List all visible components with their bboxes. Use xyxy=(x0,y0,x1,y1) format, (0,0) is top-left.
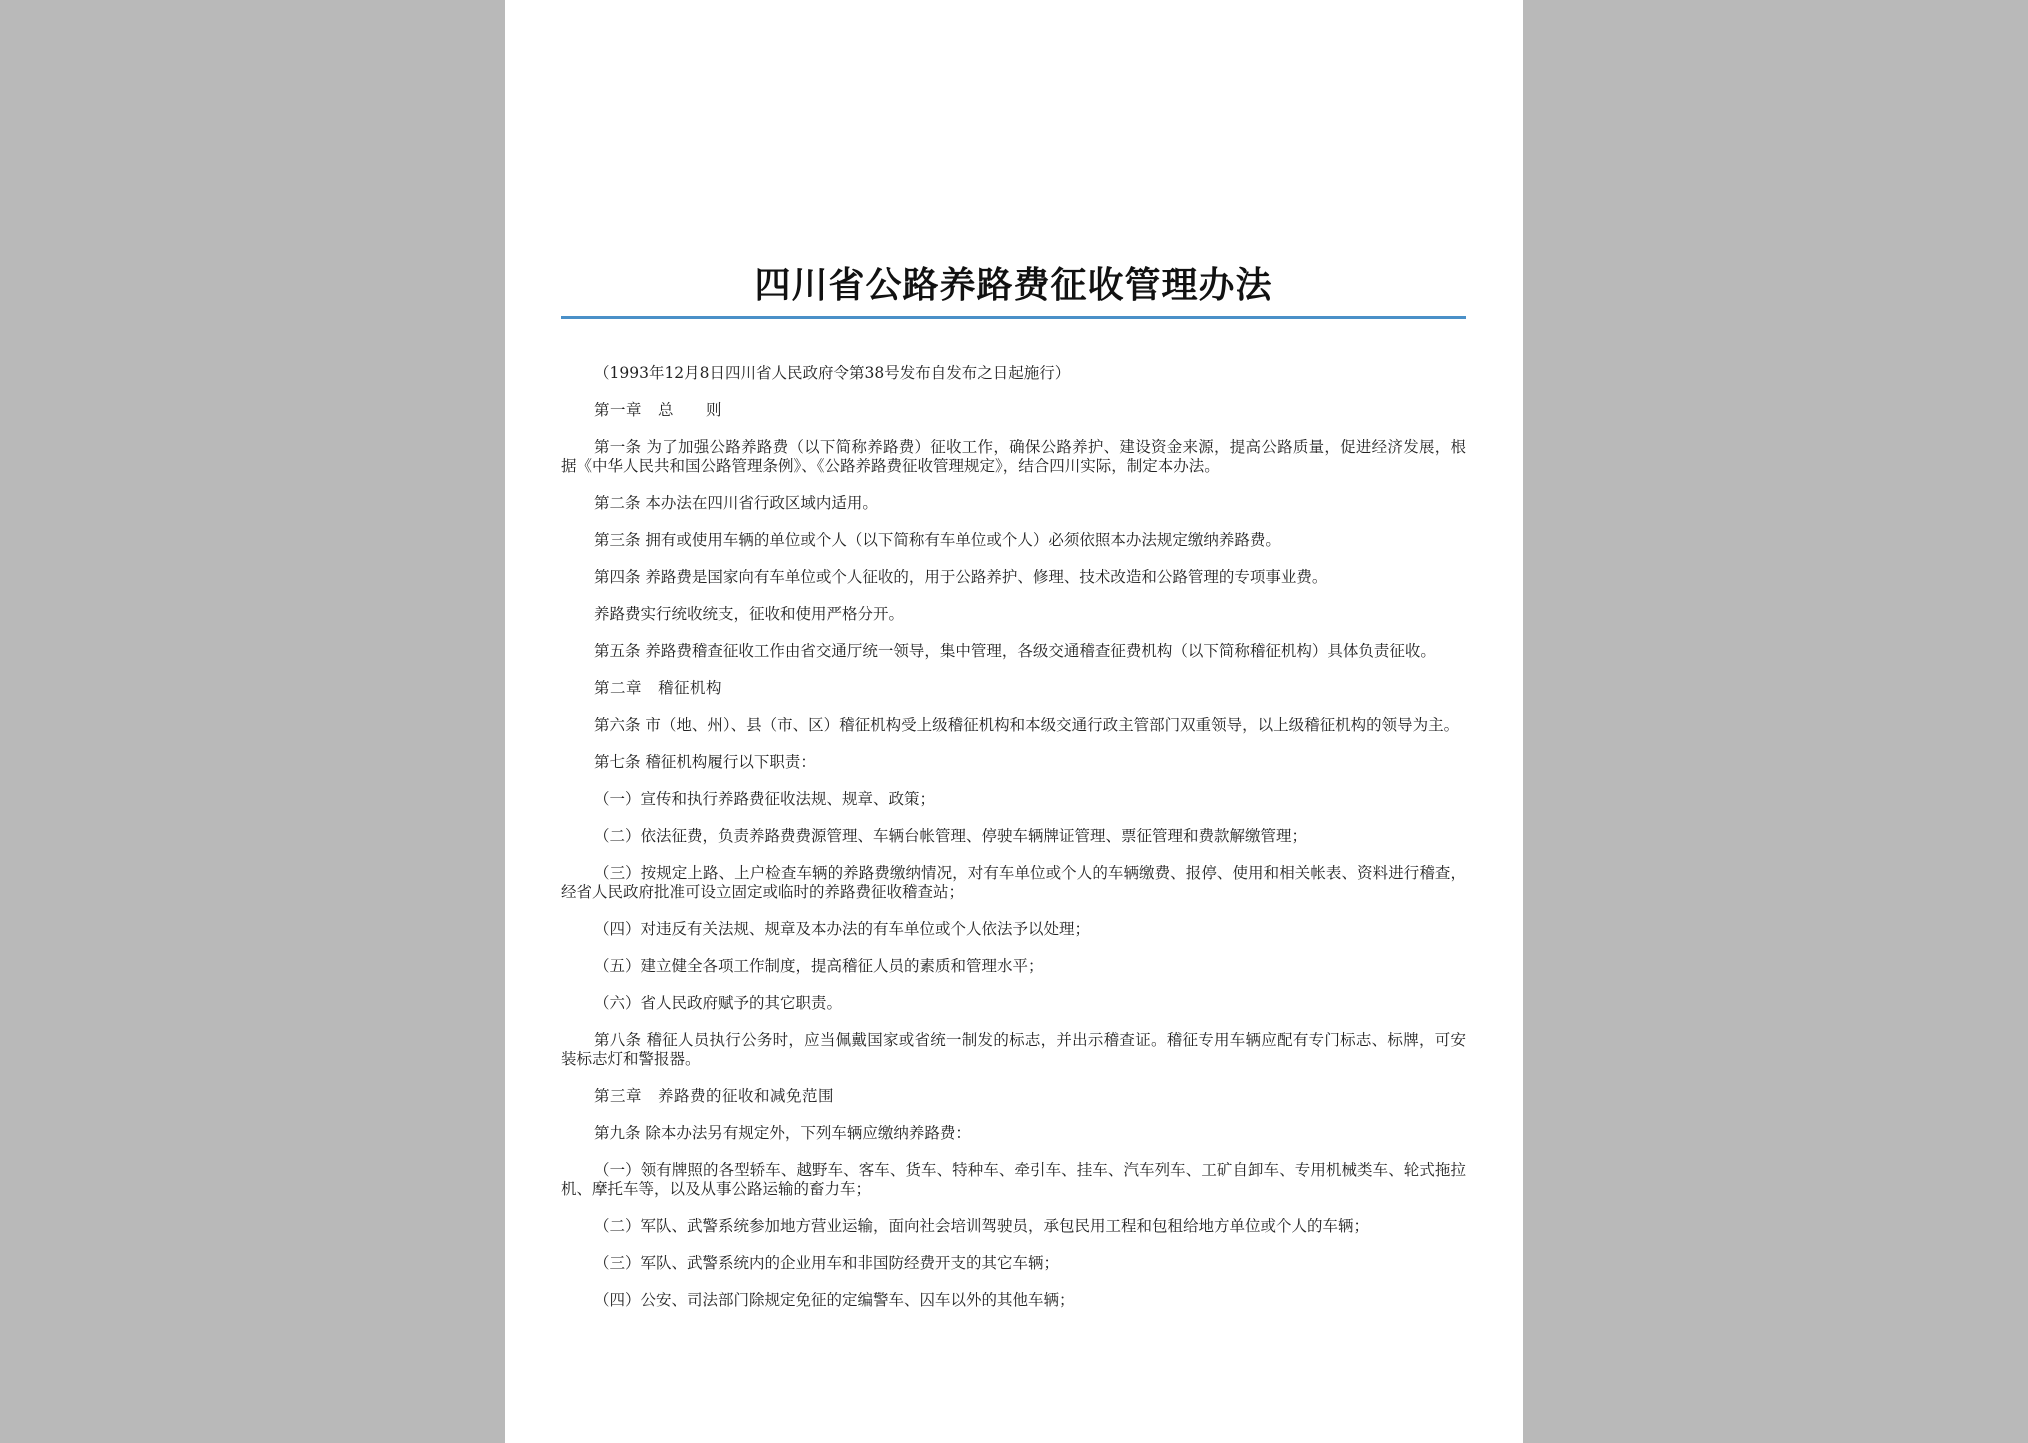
list-item-paragraph: （一）领有牌照的各型轿车、越野车、客车、货车、特种车、牵引车、挂车、汽车列车、工矿自卸车、专用机械类车、轮式拖拉机、摩托车等，以及从事公路运输的畜力车； xyxy=(561,1161,1466,1198)
chapter-heading: 第三章 养路费的征收和减免范围 xyxy=(594,1087,835,1105)
article-paragraph: 第一条 为了加强公路养路费（以下简称养路费）征收工作，确保公路养护、建设资金来源，提高公路质量，促进经济发展，根据《中华人民共和国公路管理条例》、《公路养路费征收管理规定》，结合四川实际，制定本办法。 xyxy=(561,438,1466,475)
list-item-paragraph: （五）建立健全各项工作制度，提高稽征人员的素质和管理水平； xyxy=(594,957,1044,975)
document-page xyxy=(505,0,1523,1443)
article-paragraph: 第九条 除本办法另有规定外，下列车辆应缴纳养路费： xyxy=(594,1124,971,1142)
article-paragraph: 第六条 市（地、州）、县（市、区）稽征机构受上级稽征机构和本级交通行政主管部门双重领导，以上级稽征机构的领导为主。 xyxy=(594,716,1460,734)
chapter-heading: 第二章 稽征机构 xyxy=(594,679,723,697)
article-paragraph: 第八条 稽征人员执行公务时，应当佩戴国家或省统一制发的标志，并出示稽查证。稽征专用车辆应配有专门标志、标牌，可安装标志灯和警报器。 xyxy=(561,1031,1466,1068)
list-item-paragraph: （一）宣传和执行养路费征收法规、规章、政策； xyxy=(594,790,936,808)
list-item-paragraph: （三）按规定上路、上户检查车辆的养路费缴纳情况，对有车单位或个人的车辆缴费、报停、使用和相关帐表、资料进行稽查，经省人民政府批准可设立固定或临时的养路费征收稽查站； xyxy=(561,864,1466,901)
article-paragraph: 第五条 养路费稽查征收工作由省交通厅统一领导，集中管理，各级交通稽查征费机构（以下简称稽征机构）具体负责征收。 xyxy=(594,642,1436,660)
title-underline xyxy=(561,316,1466,319)
chapter-heading: 第一章 总 则 xyxy=(594,401,723,419)
list-item-paragraph: （四）公安、司法部门除规定免征的定编警车、囚车以外的其他车辆； xyxy=(594,1291,1075,1309)
list-item-paragraph: （二）军队、武警系统参加地方营业运输，面向社会培训驾驶员，承包民用工程和包租给地方单位或个人的车辆； xyxy=(594,1217,1370,1235)
document-body xyxy=(561,364,1466,1328)
promulgation-note: （1993年12月8日四川省人民政府令第38号发布自发布之日起施行） xyxy=(594,364,1071,382)
article-paragraph: 第七条 稽征机构履行以下职责： xyxy=(594,753,816,771)
list-item-paragraph: （二）依法征费，负责养路费费源管理、车辆台帐管理、停驶车辆牌证管理、票征管理和费款解缴管理； xyxy=(594,827,1308,845)
list-item-paragraph: （四）对违反有关法规、规章及本办法的有车单位或个人依法予以处理； xyxy=(594,920,1091,938)
article-paragraph: 养路费实行统收统支，征收和使用严格分开。 xyxy=(594,605,905,623)
document-title: 四川省公路养路费征收管理办法 xyxy=(754,264,1273,306)
article-paragraph: 第四条 养路费是国家向有车单位或个人征收的，用于公路养护、修理、技术改造和公路管理的专项事业费。 xyxy=(594,568,1328,586)
list-item-paragraph: （六）省人民政府赋予的其它职责。 xyxy=(594,994,843,1012)
article-paragraph: 第二条 本办法在四川省行政区域内适用。 xyxy=(594,494,878,512)
list-item-paragraph: （三）军队、武警系统内的企业用车和非国防经费开支的其它车辆； xyxy=(594,1254,1060,1272)
article-paragraph: 第三条 拥有或使用车辆的单位或个人（以下简称有车单位或个人）必须依照本办法规定缴纳养路费。 xyxy=(594,531,1281,549)
